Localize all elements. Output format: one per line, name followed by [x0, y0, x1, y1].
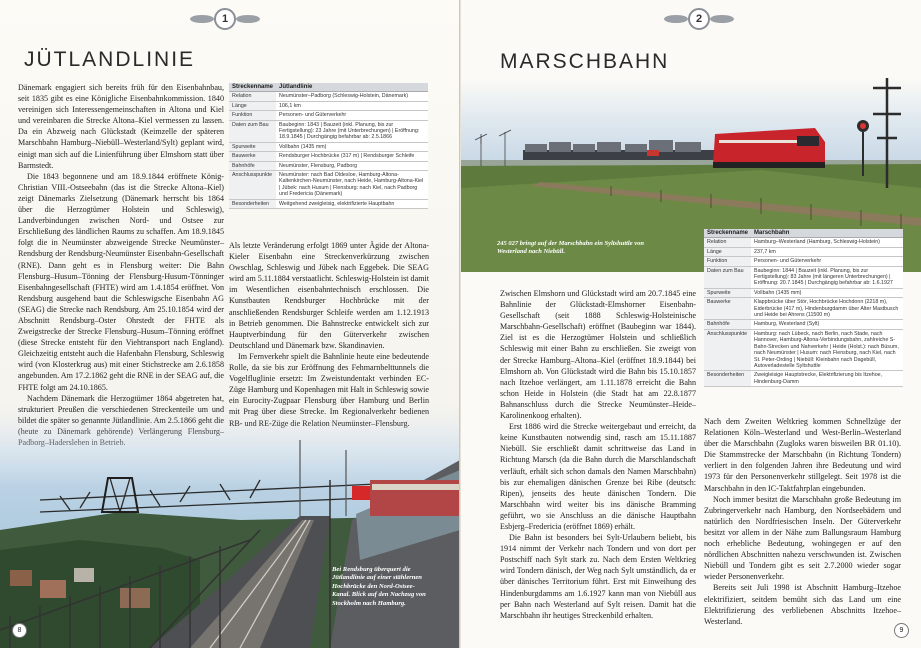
- paragraph: Nach dem Zweiten Weltkrieg kommen Schnellzüge der Relationen Köln–Westerland und West-Berlin–Westerland über die Marschbahn (Zugloks waren bisweilen BR 01.10). Die Stammstrecke der Marschbahn (in Richtung Tondern) verliert in den folgenden Jahren ihre Bedeutung und wird 1973 für den Personenverkehr stillgelegt. Seit 1978 ist die Marschbahn in den IC-Taktfahrplan eingebunden.: [704, 417, 901, 493]
- table-key-cell: Länge: [704, 247, 751, 256]
- table-row: [704, 247, 903, 256]
- table-key-cell: Bauwerke: [704, 298, 751, 320]
- paragraph: Dänemark engagiert sich bereits früh für den Eisenbahnbau, seit 1835 gibt es eine Königliche Eisenbahnkommission. 1840 vereinigen sich Interessengemeinschaften in Altona und Kiel und vereinbaren die Strecke Altona–Kiel vermessen zu lassen. Da ein Abzweig nach Glückstadt (Keimzelle der späteren Marschbahn Hamburg–Niebüll–Westerland/Sylt) geplant wird, einigt man sich auf die Linienführung über Elmshorn statt über Barmstedt.: [18, 83, 224, 170]
- table-header-cell: Jütlandlinie: [276, 83, 428, 92]
- bridge-photo: [0, 420, 460, 648]
- table-row: [704, 266, 903, 288]
- chapter-badge: [190, 8, 260, 30]
- table-key-cell: Anschlusspunkte: [229, 171, 276, 200]
- paragraph: Die 1843 begonnene und am 18.9.1844 eröffnete König-Christian VIII.-Ostseebahn (das ist die Strecke Altona–Kiel) zeigt Dänemarks Zielsetzung (Dänemark herrscht bis 1864 über die Herzogtümer Holstein und Schleswig), Landverbindungen zwischen Nord- und Ostsee zur Erschließung des ländlichen Raums zu schaffen. Am 18.9.1845 folgt die in Neumünster abzweigende Strecke Neumünster–Rendsburg der Rendsburg-Neumünster Eisenbahn-Gesellschaft (RNE). Dann geht es in Flensburg weiter: Die Bahn Flensburg–Husum–Tönning der Flensburg-Husum-Tönninger Eisenbahngesellschaft (FHTE) wird am 1.4.1854 eröffnet. Von Rendsburg ausgehend baut die Schleswigsche Eisenbahn AG (SEAG) die Strecke nach Rendsburg. Am 25.10.1854 wird der Abschnitt Rendsburg–Oster Ohrstedt der FHTE als Zweigstrecke der Strecke Flensburg–Husum–Tönning eröffnet (diese Strecke entsteht für den Viehtransport nach England). Gleichzeitig entsteht auch die Hafenbahn Flensburg, Schleswig wird (von Klosterkrug aus) mit einer Stichstrecke am 2.6.1858 angebunden. Am 17.2.1862 geht die RNE in der SEAG auf, die FHTE folgt am 24.10.1865.: [18, 171, 224, 392]
- paragraph: Erst 1886 wird die Strecke weitergebaut und erreicht, da keine Kunstbauten notwendig sind, rasch am 15.11.1887 Niebüll. Sie erschließt damit schrittweise das Land in Richtung Marsch (da die Bahn durch die Marschlandschaft verläuft, erhält sich schon damals den Namen Marschbahn) bis zur ehemaligen dänischen Grenze bei Ribe (deutsch: Ripen), jenseits des heute dänischen Tondern. Die Marschbahn wird weiter bis ins dänische Bramming geführt, wo sie Anschluss an die dänische Hauptbahn Esbjerg–Fredericia (eröffnet 1869) erhält.: [500, 422, 696, 531]
- table-row: [704, 257, 903, 266]
- table-header-row: [229, 83, 428, 92]
- table-value-cell: Rendsburger Hochbrücke (317 m) | Rendsburger Schleife: [276, 152, 428, 161]
- table-value-cell: Vollbahn (1435 mm): [276, 142, 428, 151]
- table-row: [704, 371, 903, 387]
- table-value-cell: Neumünster–Padborg (Schleswig-Holstein, Dänemark): [276, 92, 428, 101]
- page-number: 8: [12, 623, 27, 638]
- wing-icon: [710, 15, 734, 23]
- paragraph: Noch immer besitzt die Marschbahn große Bedeutung im Zubringerverkehr nach Hamburg, den Nordseebädern und natürlich den Nordfriesischen Inseln. Der Güterverkehr besitzt vor allem in der Nähe zum Ballungsraum Hamburg noch erhebliche Bedeutung, wohingegen er auf den nördlichen Abschnitten nahezu verschwunden ist. Zwischen Niebüll und Tondern gibt es seit 2.7.2000 wieder sogar wieder Personenverkehr.: [704, 494, 901, 582]
- table-value-cell: Hamburg–Westerland (Hamburg, Schleswig-Holstein): [751, 238, 903, 247]
- table-row: [704, 288, 903, 297]
- table-value-cell: Klappbrücke über Stör, Hochbrücke Hochdonn (2218 m), Eiderbrücke (417 m), Hindenburgdamm über Alter Mastbusch und Heide bei Ahrens (11500 m): [751, 298, 903, 320]
- table-header-cell: Streckenname: [229, 83, 276, 92]
- table-key-cell: Funktion: [229, 111, 276, 120]
- left-text-column-2: [229, 240, 429, 429]
- table-row: [704, 238, 903, 247]
- table-value-cell: Weitgehend zweigleisig, elektrifizierte Hauptbahn: [276, 199, 428, 208]
- table-key-cell: Spurweite: [229, 142, 276, 151]
- wing-icon: [236, 15, 260, 23]
- right-page: [461, 0, 921, 648]
- bridge-photo-caption: Bei Rendsburg überquert die Jütlandlinie auf einer stählernen Hochbrücke den Nord-Ostsee-Kanal. Blick auf den Nachzug von Stockholm nach Hamburg.: [332, 566, 426, 607]
- table-row: [229, 152, 428, 161]
- wing-icon: [664, 15, 688, 23]
- table-row: [229, 199, 428, 208]
- table-row: [704, 320, 903, 329]
- table-value-cell: Neumünster: nach Bad Oldesloe, Hamburg-Altona-Kaltenkirchen-Neumünster, nach Heide, Hamburg-Altona-Kiel | Jübek: nach Husum | Flensburg: nach Kiel, nach Padborg und Fredericia (Dänemark): [276, 171, 428, 200]
- train-photo-caption: 245 027 bringt auf der Marschbahn ein Syltshuttle von Westerland nach Niebüll.: [497, 240, 644, 256]
- table-key-cell: Relation: [229, 92, 276, 101]
- table-value-cell: Hamburg: nach Lübeck, nach Berlin, nach Stade, nach Hannover, Hamburg-Altona-Verbindungsbahn, zahlreiche S-Bahn-Strecken und Nahverkehr | Heide (Holst.): nach Büsum, nach Neumünster | Husum: nach Flensburg, nach Kiel, nach St. Peter-Ording | Niebüll: Kleinbahn nach Dagebüll, Autoverladestelle Syltshuttle: [751, 329, 903, 370]
- table-value-cell: Zweigleisige Hauptstrecke, Elektrifizierung bis Itzehoe, Hindenburg-Damm: [751, 371, 903, 387]
- left-text-column-1: [18, 82, 224, 448]
- chapter-title: JÜTLANDLINIE: [24, 48, 196, 71]
- right-text-column-2: [704, 416, 901, 627]
- table-header-cell: Streckenname: [704, 229, 751, 238]
- paragraph: Die Bahn ist besonders bei Sylt-Urlaubern beliebt, bis 1914 nimmt der Verkehr nach Tondern und von dort per Postschiff nach Sylt stark zu. Nach dem Ersten Weltkrieg wird Tondern dänisch, der Weg nach Sylt umständlich, da er über dänisches Territorium führt. Erst mit Einweihung des Hindenburgdamms am 1.6.1927 kann man von Niebüll aus per Bahn nach Westerland auf Sylt reisen. Damit hat die Marschbahn ihr heutiges Streckenbild erhalten.: [500, 533, 696, 620]
- wing-icon: [190, 15, 214, 23]
- table-value-cell: Vollbahn (1435 mm): [751, 288, 903, 297]
- table-row: [229, 101, 428, 110]
- table-header-cell: Marschbahn: [751, 229, 903, 238]
- table-row: [229, 111, 428, 120]
- table-key-cell: Anschlusspunkte: [704, 329, 751, 370]
- table-row: [229, 171, 428, 200]
- table-key-cell: Daten zum Bau: [704, 266, 751, 288]
- right-text-column-1: [500, 288, 696, 621]
- table-header-row: [704, 229, 903, 238]
- table-value-cell: Baubeginn: 1843 | Bauzeit (inkl. Planung, bis zur Fertigstellung): 23 Jahre (mit Unterbrechungen) | Eröffnung: 18.9.1845 | Durchgängig befahrbar ab: 2.5.1866: [276, 120, 428, 142]
- paragraph: Nachdem Dänemark die Herzogtümer 1864 abgetreten hat, strukturiert Preußen die verschiedenen Streckenteile um und: [18, 393, 224, 414]
- table-key-cell: Bahnhöfe: [704, 320, 751, 329]
- page-number: 9: [894, 623, 909, 638]
- table-value-cell: Neumünster, Flensburg, Padborg: [276, 161, 428, 170]
- paragraph: Im Fernverkehr spielt die Bahnlinie heute eine bedeutende Rolle, da sie bis zur Eröffnung des Fehmarnbelttunnels die Vogelfluglinie ersetzt: Im Zweistundentakt verbinden EC-Züge Hamburg und Kopenhagen mit Halt in Schleswig sowie ein Eurocity-Zugpaar Flensburg über Hamburg und Berlin mit Prag über diese Strecke. Im Regionalverkehr bedienen: [229, 351, 429, 417]
- table-value-cell: 237,7 km: [751, 247, 903, 256]
- right-fact-table: [704, 229, 903, 387]
- table-row: [229, 142, 428, 151]
- table-key-cell: Besonderheiten: [229, 199, 276, 208]
- table-row: [704, 329, 903, 370]
- left-page: [0, 0, 460, 648]
- table-value-cell: Baubeginn: 1844 | Bauzeit (inkl. Planung, bis zur Fertigstellung): 83 Jahre (mit längeren Unterbrechungen) | Eröffnung: 20.7.1845 | Durchgängig befahrbar ab: 1.6.1927: [751, 266, 903, 288]
- table-key-cell: Funktion: [704, 257, 751, 266]
- table-value-cell: 106,1 km: [276, 101, 428, 110]
- left-fact-table: [229, 83, 428, 209]
- table-row: [229, 161, 428, 170]
- paragraph: Als letzte Veränderung erfolgt 1869 unter Ägide der Altona-Kieler Eisenbahn eine Streckenverkürzung zwischen Owschlag, Schleswig und Jübek nach Eggebek. Die SEAG wird am 5.11.1884 verstaatlicht. Schleswig-Holstein ist damit im Wesentlichen eisenbahntechnisch erschlossen. Die Kunstbauten Rendsburger Hochbrücke mit der anschließenden Rendsburger Schleife werden am 1.12.1913 in Betrieb genommen. Die Bahnstrecke entwickelt sich zur Hauptverbindung für den Güterverkehr zwischen Deutschland und Dänemark bzw. Skandinavien.: [229, 241, 429, 350]
- chapter-number: 1: [214, 8, 236, 30]
- table-value-cell: Personen- und Güterverkehr: [276, 111, 428, 120]
- table-key-cell: Spurweite: [704, 288, 751, 297]
- paragraph: Zwischen Elmshorn und Glückstadt wird am 20.7.1845 eine Bahnlinie der Glückstadt-Elmshorner Eisenbahn-Gesellschaft (seit 1888 Schleswig-Holsteinische Marschbahn-Gesellschaft) eröffnet (Baubeginn war 1844). Ziel ist es die Herzogtümer Holstein und schließlich Schleswig mit einer Bahn zu erschließen. Sie zweigt von der Strecke Hamburg–Altona–Kiel (eröffnet 18.9.1844) bei Elmshorn ab. Von Glückstadt wird die Bahn bis 15.10.1857 nach Itzehoe verlängert, am 1.11.1878 erreicht die Bahn schon Heide in Holstein (die Stadt hat am 22.8.1877 Bahnanschluss durch die Strecke Neumünster–Heide–Karolinenkoog erhalten).: [500, 289, 696, 421]
- table-key-cell: Länge: [229, 101, 276, 110]
- table-key-cell: Bahnhöfe: [229, 161, 276, 170]
- table-key-cell: Relation: [704, 238, 751, 247]
- paragraph: Bereits seit Juli 1998 ist Abschnitt Hamburg–Itzehoe elektrifiziert, seitdem bemüht sich das Land um eine Elektrifizierung des verbliebenen Abschnitts Itzehoe–Westerland.: [704, 583, 901, 626]
- table-key-cell: Bauwerke: [229, 152, 276, 161]
- table-key-cell: Besonderheiten: [704, 371, 751, 387]
- chapter-number: 2: [688, 8, 710, 30]
- table-value-cell: Hamburg, Westerland (Sylt): [751, 320, 903, 329]
- table-row: [704, 298, 903, 320]
- table-row: [229, 120, 428, 142]
- chapter-badge: [664, 8, 734, 30]
- table-row: [229, 92, 428, 101]
- table-key-cell: Daten zum Bau: [229, 120, 276, 142]
- chapter-title: MARSCHBAHN: [500, 50, 670, 73]
- table-value-cell: Personen- und Güterverkehr: [751, 257, 903, 266]
